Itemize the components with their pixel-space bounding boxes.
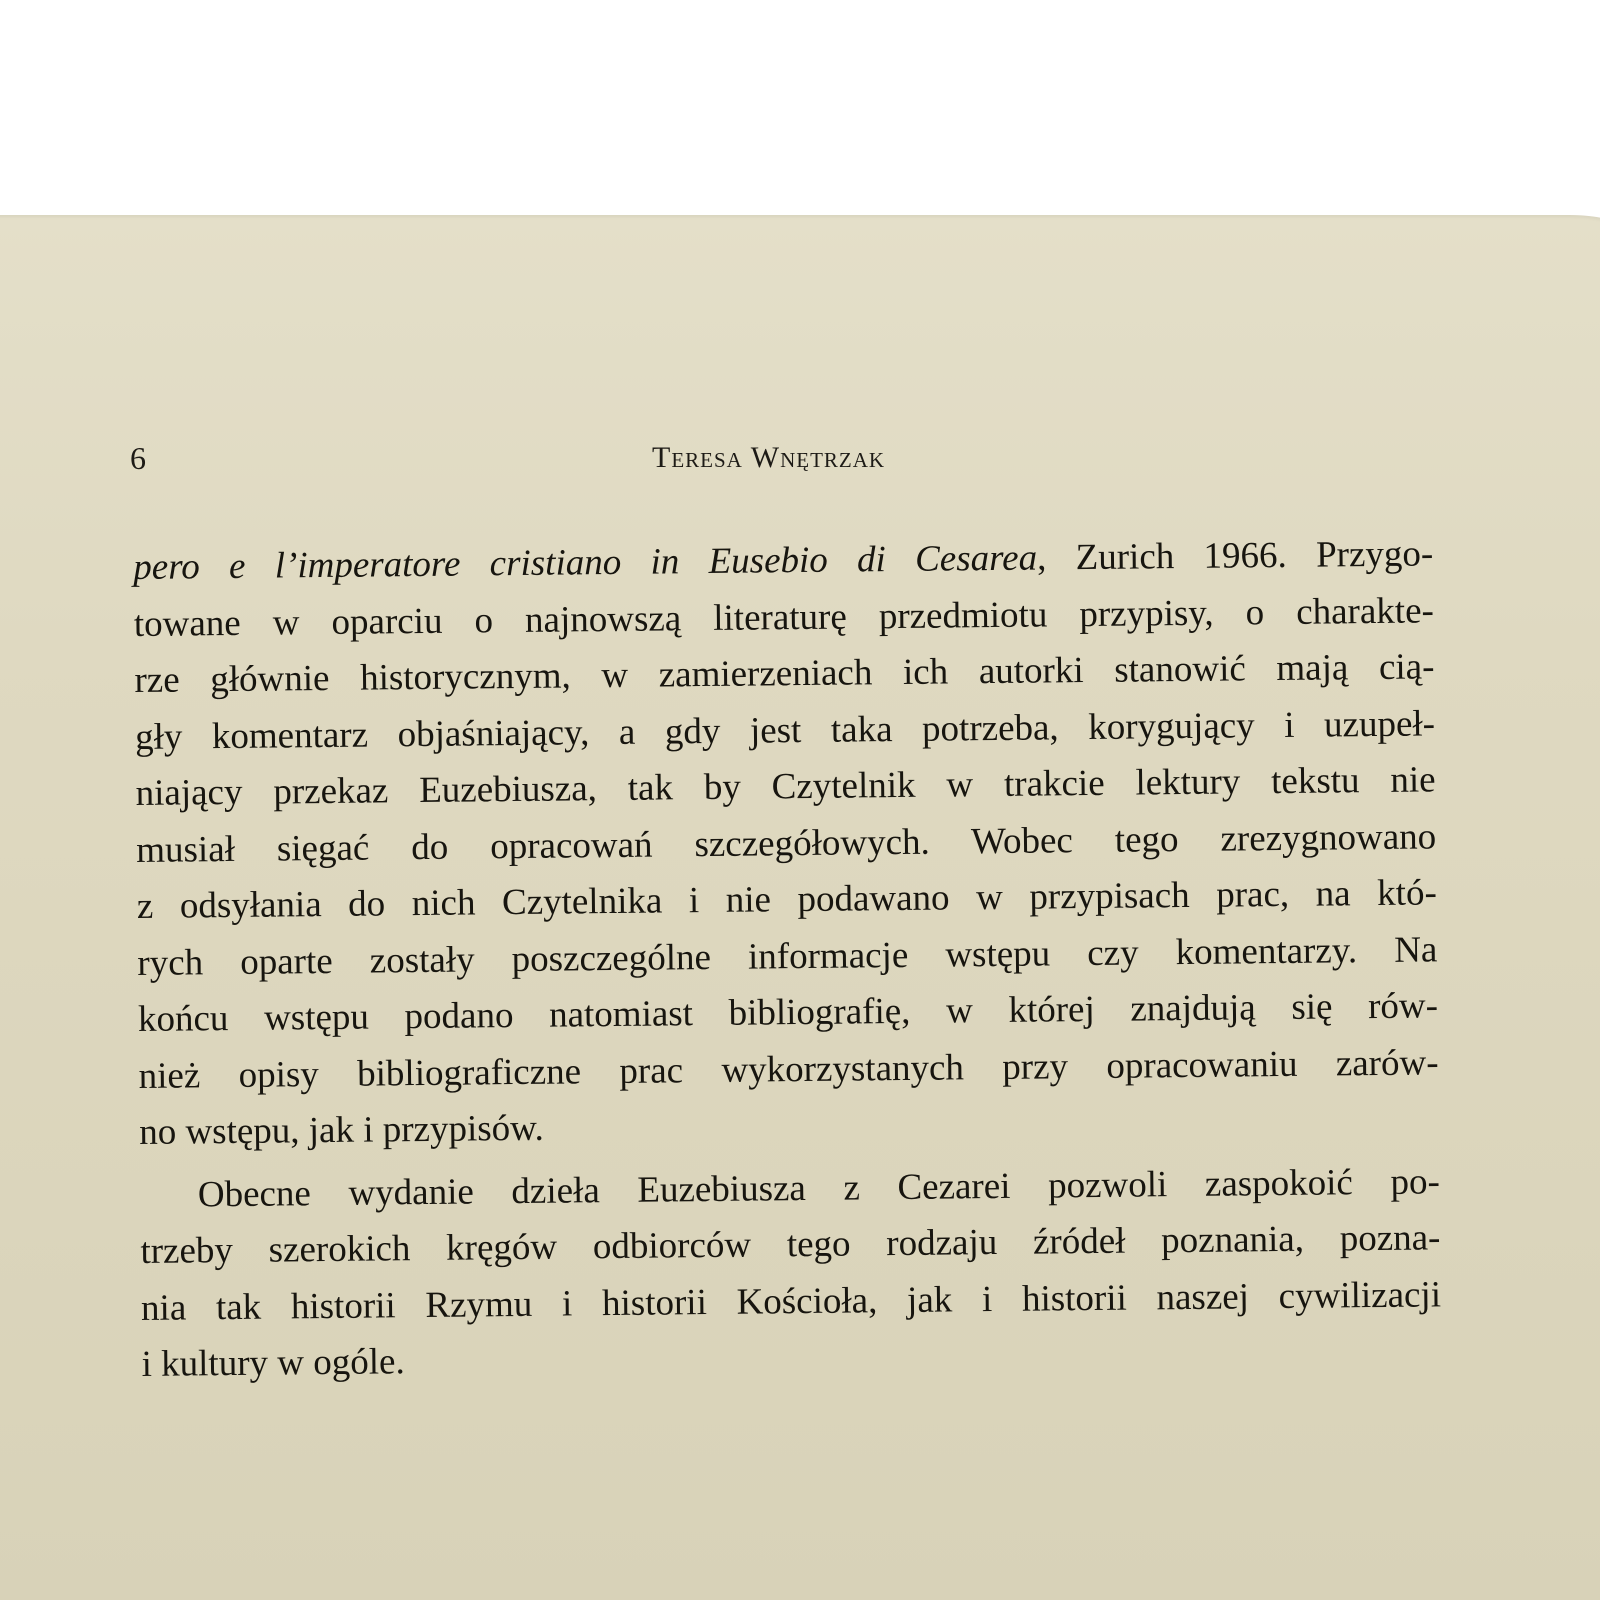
- page-header: [0, 438, 1600, 478]
- running-head-author: Teresa Wnętrzak: [652, 441, 886, 474]
- paragraph-1-line: z odsyłania do nich Czytelnika i nie podawano w przypisach prac, na któ-: [136, 872, 1437, 927]
- line-1-rest: , Zurich 1966. Przygo-: [1036, 533, 1434, 579]
- paragraph-2-line: Obecne wydanie dzieła Euzebiusza z Cezarei pozwoli zaspokoić po-: [197, 1160, 1441, 1215]
- italic-title: pero e l’imperatore cristiano in Eusebio di Cesarea: [133, 537, 1038, 588]
- paragraph-1-line: musiał sięgać do opracowań szczegółowych. Wobec tego zrezygnowano: [136, 815, 1437, 871]
- paragraph-1-line: no wstępu, jak i przypisów.: [138, 1107, 544, 1153]
- paragraph-2-line: i kultury w ogóle.: [141, 1341, 405, 1385]
- paragraph-1-line: gły komentarz objaśniający, a gdy jest taka potrzeba, korygujący i uzupeł-: [134, 702, 1436, 758]
- paragraph-2-line: nia tak historii Rzymu i historii Kościoła, jak i historii naszej cywilizacji: [140, 1273, 1442, 1329]
- paragraph-1-line: nież opisy bibliograficzne prac wykorzystanych przy opracowaniu zarów-: [138, 1041, 1439, 1097]
- paragraph-1-line: rych oparte zostały poszczególne informacje wstępu czy komentarzy. Na: [137, 928, 1438, 984]
- paragraph-1-line: końcu wstępu podano natomiast bibliografię, w której znajdują się rów-: [137, 985, 1439, 1040]
- body-text: [133, 526, 1442, 1393]
- paragraph-1-line: niający przekaz Euzebiusza, tak by Czytelnik w trakcie lektury tekstu nie: [135, 759, 1436, 814]
- paragraph-1-line: rze głównie historycznym, w zamierzeniach ich autorki stanowić mają cią-: [134, 646, 1435, 701]
- page-number: 6: [130, 440, 146, 476]
- paragraph-1-line: towane w oparciu o najnowszą literaturę przedmiotu przypisy, o charakte-: [133, 589, 1435, 645]
- paragraph-2-line: trzeby szerokich kręgów odbiorców tego rodzaju źródeł poznania, pozna-: [140, 1217, 1441, 1272]
